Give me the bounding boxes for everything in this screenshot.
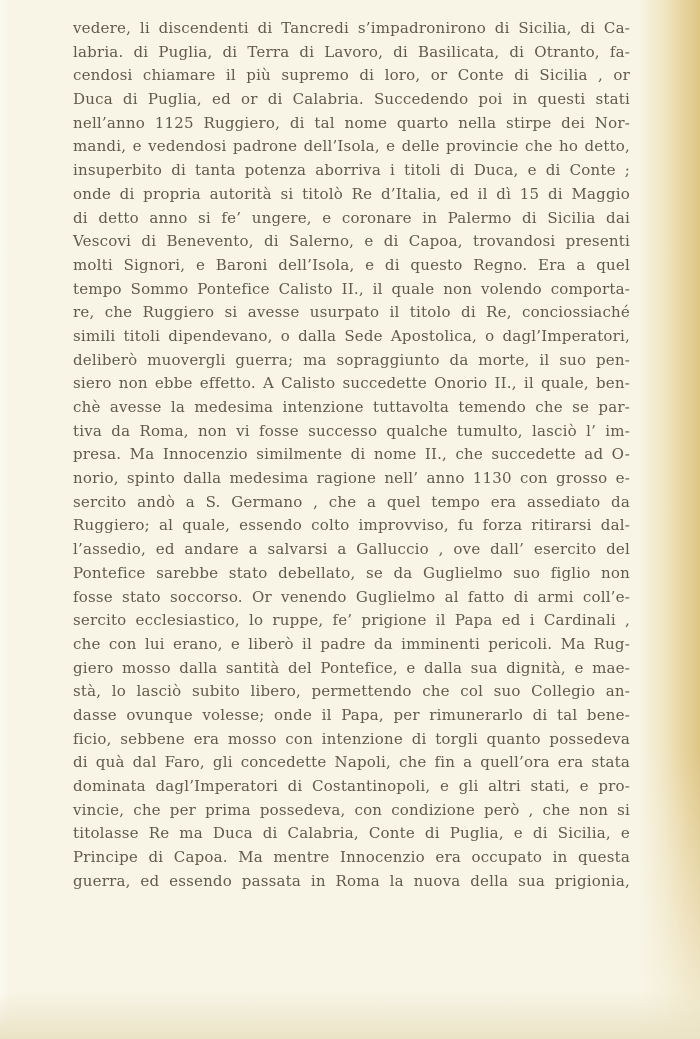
text-line: sercito andò a S. Germano , che a quel tempo era assediato da [73, 492, 630, 511]
text-line: presa. Ma Innocenzio similmente di nome II., che succedette ad O- [73, 445, 630, 464]
text-line: onde di propria autorità si titolò Re d’Italia, ed il dì 15 di Maggio [73, 184, 630, 203]
text-line: re, che Ruggiero si avesse usurpato il titolo di Re, conciossiaché [73, 303, 630, 322]
text-line: molti Signori, e Baroni dell’Isola, e di questo Regno. Era a quel [73, 255, 630, 274]
page-text [73, 17, 630, 893]
text-line: Vescovi di Benevento, di Salerno, e di Capoa, trovandosi presenti [73, 232, 630, 251]
text-line: tiva da Roma, non vi fosse successo qualche tumulto, lasciò l’ im- [73, 421, 630, 440]
page-bottom-edge-shading [0, 991, 700, 1039]
text-line: norio, spinto dalla medesima ragione nell’ anno 1130 con grosso e- [73, 469, 630, 488]
page-right-edge-shading [638, 0, 700, 1039]
text-line: deliberò muovergli guerra; ma sopraggiunto da morte, il suo pen- [73, 350, 630, 369]
text-line: ficio, sebbene era mosso con intenzione di torgli quanto possedeva [73, 729, 630, 748]
text-line: Principe di Capoa. Ma mentre Innocenzio era occupato in questa [73, 848, 630, 867]
text-line: giero mosso dalla santità del Pontefice, e dalla sua dignità, e mae- [73, 658, 630, 677]
text-line: nell’anno 1125 Ruggiero, di tal nome quarto nella stirpe dei Nor- [73, 113, 630, 132]
text-line: dominata dagl’Imperatori di Costantinopoli, e gli altri stati, e pro- [73, 777, 630, 795]
text-line: cendosi chiamare il più supremo di loro, or Conte di Sicilia , or [73, 66, 630, 85]
text-line: sercito ecclesiastico, lo ruppe, fe’ prigione il Papa ed i Cardinali , [73, 611, 630, 630]
text-line: titolasse Re ma Duca di Calabria, Conte di Puglia, e di Sicilia, e [73, 824, 630, 843]
text-line: che con lui erano, e liberò il padre da imminenti pericoli. Ma Rug- [73, 634, 630, 653]
text-line: Pontefice sarebbe stato debellato, se da Guglielmo suo figlio non [73, 563, 630, 582]
text-line: vincie, che per prima possedeva, con condizione però , che non si [73, 800, 630, 819]
text-line: simili titoli dipendevano, o dalla Sede Apostolica, o dagl’Imperatori, [73, 326, 630, 345]
text-line: l’assedio, ed andare a salvarsi a Galluccio , ove dall’ esercito del [73, 540, 630, 559]
text-line: Duca di Puglia, ed or di Calabria. Succedendo poi in questi stati [73, 90, 630, 109]
text-line: dasse ovunque volesse; onde il Papa, per rimunerarlo di tal bene- [73, 705, 630, 724]
text-line: tempo Sommo Pontefice Calisto II., il quale non volendo comporta- [73, 279, 630, 298]
text-line: labria. di Puglia, di Terra di Lavoro, di Basilicata, di Otranto, fa- [73, 42, 630, 61]
text-line: Ruggiero; al quale, essendo colto improvviso, fu forza ritirarsi dal- [73, 516, 630, 535]
text-line: vedere, li discendenti di Tancredi s’impadronirono di Sicilia, di Ca- [73, 19, 630, 37]
text-line: di quà dal Faro, gli concedette Napoli, che fin a quell’ora era stata [73, 753, 630, 772]
text-line: insuperbito di tanta potenza aborriva i titoli di Duca, e di Conte ; [73, 161, 630, 180]
text-line: fosse stato soccorso. Or venendo Guglielmo al fatto di armi coll’e- [73, 587, 630, 606]
page-left-edge-shading [0, 0, 10, 1039]
text-line: guerra, ed essendo passata in Roma la nuova della sua prigionia, [73, 871, 630, 890]
text-line: di detto anno si fe’ ungere, e coronare in Palermo di Sicilia dai [73, 208, 630, 227]
text-line: stà, lo lasciò subito libero, permettendo che col suo Collegio an- [73, 682, 630, 701]
text-line: mandi, e vedendosi padrone dell’Isola, e delle provincie che ho detto, [73, 137, 630, 156]
text-line: siero non ebbe effetto. A Calisto succedette Onorio II., il quale, ben- [73, 374, 630, 393]
text-line: chè avesse la medesima intenzione tuttavolta temendo che se par- [73, 398, 630, 416]
